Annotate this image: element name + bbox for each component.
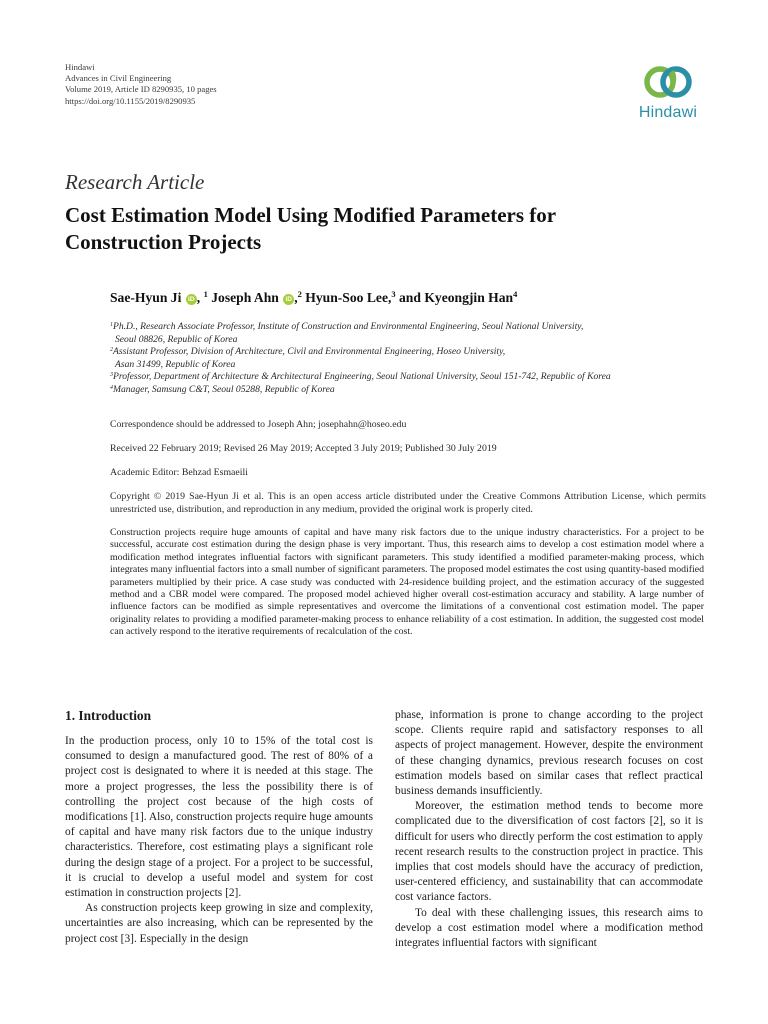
author-name: Sae-Hyun Ji [110, 290, 182, 305]
volume-info: Volume 2019, Article ID 8290935, 10 pages [65, 84, 217, 95]
body-paragraph: As construction projects keep growing in size and complexity, uncertainties are also increasing, which can be represented by the project cost [3]. Especially in the design [65, 902, 373, 945]
page-title: Cost Estimation Model Using Modified Parameters for Construction Projects [65, 203, 556, 254]
orcid-icon[interactable]: iD [283, 294, 294, 305]
author-name: Kyeongjin Han [424, 290, 514, 305]
affiliation-item: $^2$Assistant Professor, Division of Architecture, Civil and Environmental Engineering, Hoseo University, Asan 31499, Republic of Korea [110, 346, 506, 370]
doi-link[interactable]: https://doi.org/10.1155/2019/8290935 [65, 95, 196, 106]
copyright-notice: Copyright © 2019 Sae-Hyun Ji et al. This is an open access article distributed under the Creative Commons Attribution License, which permits unrestricted use, distribution, and reproduction in any medium, provided the original work is properly cited. [110, 491, 706, 515]
author-affil-sup: 1 [203, 289, 208, 300]
author-list: Sae-Hyun Ji iD , $^1$ Joseph Ahn iD ,$^2$ Hyun-Soo Lee,$^3$ and Kyeongjin Han$^4$ [110, 289, 518, 305]
logo-wordmark: Hindawi [638, 104, 698, 121]
section-heading: 1. Introduction [65, 708, 152, 723]
author-affil-sup: 3 [391, 289, 396, 300]
author-affil-sup: 2 [297, 289, 302, 300]
body-paragraph: Moreover, the estimation method tends to become more complicated due to the diversification of cost factors [2], so it is difficult for users who directly perform the cost estimation to apply recent research results to the construction project in practice. This implies that cost models should have the accuracy of prediction, user-centered efficiency, and sustainability that can accommodate cost variance factors. [395, 800, 703, 904]
body-column-left [65, 708, 373, 947]
academic-editor: Academic Editor: Behzad Esmaeili [110, 467, 248, 478]
journal-name: Advances in Civil Engineering [65, 73, 172, 84]
affiliation-item: $^4$Manager, Samsung C&T, Seoul 05288, Republic of Korea [110, 383, 335, 395]
affiliation-list [110, 321, 611, 397]
author-name: Joseph Ahn [211, 290, 279, 305]
body-paragraph: To deal with these challenging issues, this research aims to develop a cost estimation model where a modification method integrates influential factors with significant [395, 906, 703, 950]
affiliation-item: $^1$Ph.D., Research Associate Professor, Institute of Construction and Environmental Engineering, Seoul National University, Seoul 08826, Republic of Korea [110, 321, 584, 345]
article-dates: Received 22 February 2019; Revised 26 May 2019; Accepted 3 July 2019; Published 30 July 2019 [110, 443, 497, 454]
body-paragraph: phase, information is prone to change according to the project scope. Clients require rapid and satisfactory responses to all aspects of project management. However, despite the environment of these changing dynamics, previous research focuses on cost estimation models based on similar cases that reflect practical business demands insufficiently. [395, 709, 703, 798]
article-type: Research Article [65, 170, 205, 194]
publication-info [65, 62, 217, 107]
hindawi-rings-icon [642, 62, 694, 102]
affiliation-item: $^3$Professor, Department of Architecture & Architectural Engineering, Seoul National University, Seoul 151-742, Republic of Korea [110, 371, 611, 383]
orcid-icon[interactable]: iD [186, 294, 197, 305]
hindawi-logo [628, 62, 708, 122]
correspondence: Correspondence should be addressed to Joseph Ahn; josephahn@hoseo.edu [110, 419, 407, 430]
author-affil-sup: 4 [513, 289, 518, 300]
body-column-right [395, 708, 703, 951]
publisher-name: Hindawi [65, 62, 95, 72]
author-name: Hyun-Soo Lee, [305, 290, 392, 305]
body-paragraph: In the production process, only 10 to 15% of the total cost is consumed to design a manufactured good. The rest of 80% of a project cost is designated to where it is needed at this stage. The more a project progresses, the less the possibility there is of controlling the project cost because of the high costs of modifications [1]. Also, construction projects require huge amounts of capital and have many risk factors due to the unique industry characteristics. Therefore, cost estimating plays a significant role during the design stage of a project. For a project to be successful, it is crucial to develop a useful model and system for cost estimation in construction projects [2]. [65, 735, 373, 900]
abstract: Construction projects require huge amounts of capital and have many risk factors due to the unique industry characteristics. For a project to be successful, accurate cost estimation during the design phase is very important. Thus, this research aims to develop a cost estimation model where a modification method integrates influential factors with significant parameters. This study identified a modified parameter-making process, which integrates many influential factors into a small number of significant parameters. The proposed model estimates the cost using quantity-based modified parameters multiplied by their price. A case study was conducted with 24-residence building project, and the estimation accuracy of the suggested method and a CBR model were compared. The proposed model achieved higher overall cost-estimation accuracy and stability. A large number of influence factors can be modified as simple representatives and overcome the limitations of a conventional cost estimation model. The paper originality relates to providing a modified parameter-making process to enhance reliability of a cost estimation. In addition, the suggested cost model can actively respond to the iterative requirements of recalculation of the cost. [110, 527, 704, 638]
